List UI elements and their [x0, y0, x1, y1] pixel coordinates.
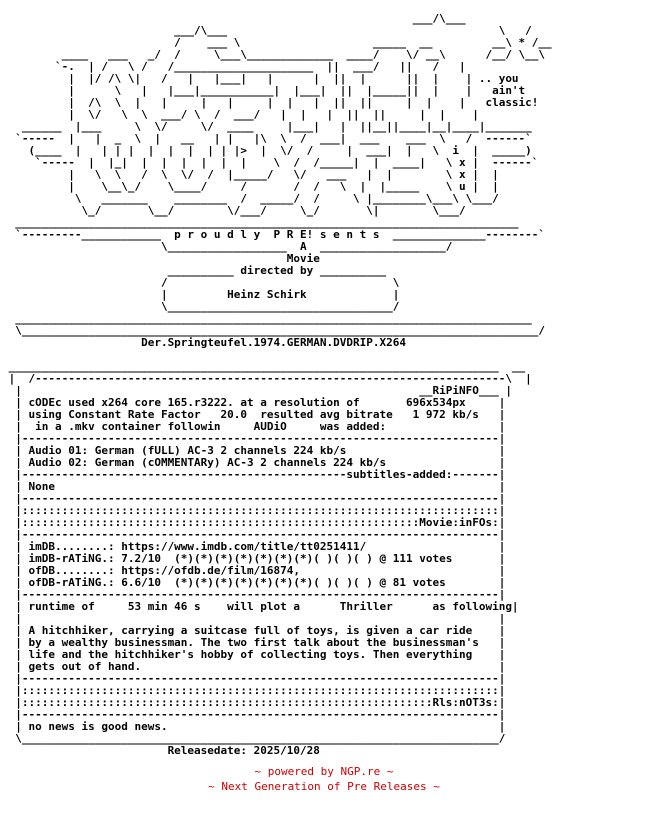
nfo-line: \__________________ A ___________________/: [2, 240, 453, 253]
nfo-line: | __RiPiNFO___ |: [2, 384, 512, 397]
nfo-line: Movie: [2, 252, 320, 265]
nfo-line: |::::::::::::::::::::::::::::::::::::::::::::::::::::::::::::::Rls:nOT3s:|: [2, 696, 506, 709]
nfo-line: | imDB-rATiNG.: 7.2/10 (*)(*)(*)(*)(*)(*)(*)( )( )( ) @ 111 votes |: [2, 552, 506, 565]
nfo-line: Releasedate: 2025/10/28: [2, 744, 320, 757]
nfo-line: | \ \ / \ \/ / |_____/ \/ ___ | | \ x | |: [2, 168, 499, 181]
nfo-line: | |: [2, 612, 506, 625]
nfo-line: | gets out of hand. |: [2, 660, 506, 673]
nfo-line: | /-----------------------------------------------------------------------\ |: [2, 372, 532, 385]
nfo-line: | A hitchhiker, carrying a suitcase full of toys, is given a car ride |: [2, 624, 506, 637]
nfo-line: (____ | | | | | | | | | |> | \/ / | ___| | \ i | _____): [2, 144, 532, 157]
nfo-line: __________________________________________________________________________ __: [2, 360, 526, 373]
nfo-line: | \__\_/ \____/ / / / \ | |_____ \ u | |: [2, 180, 499, 193]
nfo-line: | using Constant Rate Factor 20.0 resulted avg bitrate 1 972 kb/s |: [2, 408, 506, 421]
nfo-line: \________________________________________________________________________/: [2, 732, 506, 745]
nfo-line: Der.Springteufel.1974.GERMAN.DVDRIP.X264: [2, 336, 406, 349]
nfo-line: |------------------------------------------------------------------------|: [2, 492, 506, 505]
nfo-line: |::::::::::::::::::::::::::::::::::::::::::::::::::::::::::::::::::::::::|: [2, 504, 506, 517]
nfo-line: ___/\___ \ /: [2, 24, 532, 37]
nfo-line: `---------____________ p r o u d l y P R E! s e n t s ______________--------`: [2, 228, 546, 241]
nfo-line: / ___ \ _____ __ __\ * /__: [2, 36, 552, 49]
tagline-link[interactable]: ~ Next Generation of Pre Releases ~: [208, 780, 440, 793]
nfo-line: | by a wealthy businessman. The two first talk about the businessman's |: [2, 636, 506, 649]
nfo-line: | Heinz Schirk |: [2, 288, 400, 301]
nfo-line: \ _______ ________ / _____/ / \ |________\___\ \___/: [2, 192, 499, 205]
nfo-line: `----- | | _ \ | __ | | |\ \ / ___| ___ ___ \ / ------`: [2, 132, 532, 145]
nfo-line: ____ ___ _/ / \___\_____________ ____/ \/ __\ /__/ \__\: [2, 48, 546, 61]
nfo-line: |::::::::::::::::::::::::::::::::::::::::::::::::::::::::::::Movie:inFOs:|: [2, 516, 506, 529]
nfo-line: |------------------------------------------------------------------------|: [2, 708, 506, 721]
nfo-ascii-document: [2, 13, 552, 757]
nfo-line: ____________________________________________________________________________: [2, 216, 519, 229]
nfo-line: | ofDB-rATiNG.: 6.6/10 (*)(*)(*)(*)(*)(*)(*)( )( )( ) @ 81 votes |: [2, 576, 506, 589]
nfo-line: | no news is good news. |: [2, 720, 506, 733]
nfo-line: \______________________________________________________________________________/: [2, 324, 546, 337]
nfo-line: | life and the hitchhiker's hobby of collecting toys. Then everything |: [2, 648, 506, 661]
nfo-line: | None |: [2, 480, 506, 493]
nfo-line: | cODEc used x264 core 165.r3222. at a resolution of 696x534px |: [2, 396, 506, 409]
nfo-line: / \: [2, 276, 400, 289]
nfo-line: \__________________________________/: [2, 300, 400, 313]
nfo-line: |::::::::::::::::::::::::::::::::::::::::::::::::::::::::::::::::::::::::|: [2, 684, 506, 697]
nfo-line: | Audio 01: German (fULL) AC-3 2 channels 224 kb/s |: [2, 444, 506, 457]
nfo-line: __________ directed by __________: [2, 264, 387, 277]
nfo-line: | Audio 02: German (cOMMENTARy) AC-3 2 channels 224 kb/s |: [2, 456, 506, 469]
nfo-line: | imDB........: https://www.imdb.com/title/tt0251411/ |: [2, 540, 506, 553]
nfo-line: |-------------------------------------------------subtitles-added:-------|: [2, 468, 506, 481]
nfo-line: | runtime of 53 min 46 s will plot a Thriller as following|: [2, 600, 519, 613]
nfo-line: ______ |___ \ \/ \/ ____ |___| | ||__||____|__|____|_______: [2, 120, 532, 133]
nfo-line: \_/ \__/ \/___/ \_/ \| \___/: [2, 204, 466, 217]
nfo-line: | \/ \ \ ___/ \ / ___/ | | | || || | | |: [2, 108, 479, 121]
powered-by-link[interactable]: ~ powered by NGP.re ~: [254, 765, 394, 778]
nfo-line: | |/ /\ \| / | |___| | | || | || | | .. you: [2, 72, 519, 85]
nfo-line: |------------------------------------------------------------------------|: [2, 432, 506, 445]
nfo-line: | \ | |___|___________| |___| || |_____|| | | ain't: [2, 84, 526, 97]
nfo-line: `----- | |_| | | | | | | \ / /_____| | ____| \ x | ------`: [2, 156, 539, 169]
nfo-line: | /\ \ | | | | | | | || || | | | classic!: [2, 96, 539, 109]
nfo-line: ______________________________________________________________________________: [2, 312, 532, 325]
nfo-line: `-. | / \ / /_____________________ || ___/ || / |: [2, 60, 466, 73]
nfo-line: |------------------------------------------------------------------------|: [2, 588, 506, 601]
nfo-line: |------------------------------------------------------------------------|: [2, 672, 506, 685]
nfo-line: | ofDB........: https://ofdb.de/film/16874, |: [2, 564, 506, 577]
footer: [0, 764, 648, 794]
nfo-line: ___/\___: [2, 12, 466, 25]
nfo-line: |------------------------------------------------------------------------|: [2, 528, 506, 541]
nfo-line: | in a .mkv container followin AUDiO was added: |: [2, 420, 506, 433]
